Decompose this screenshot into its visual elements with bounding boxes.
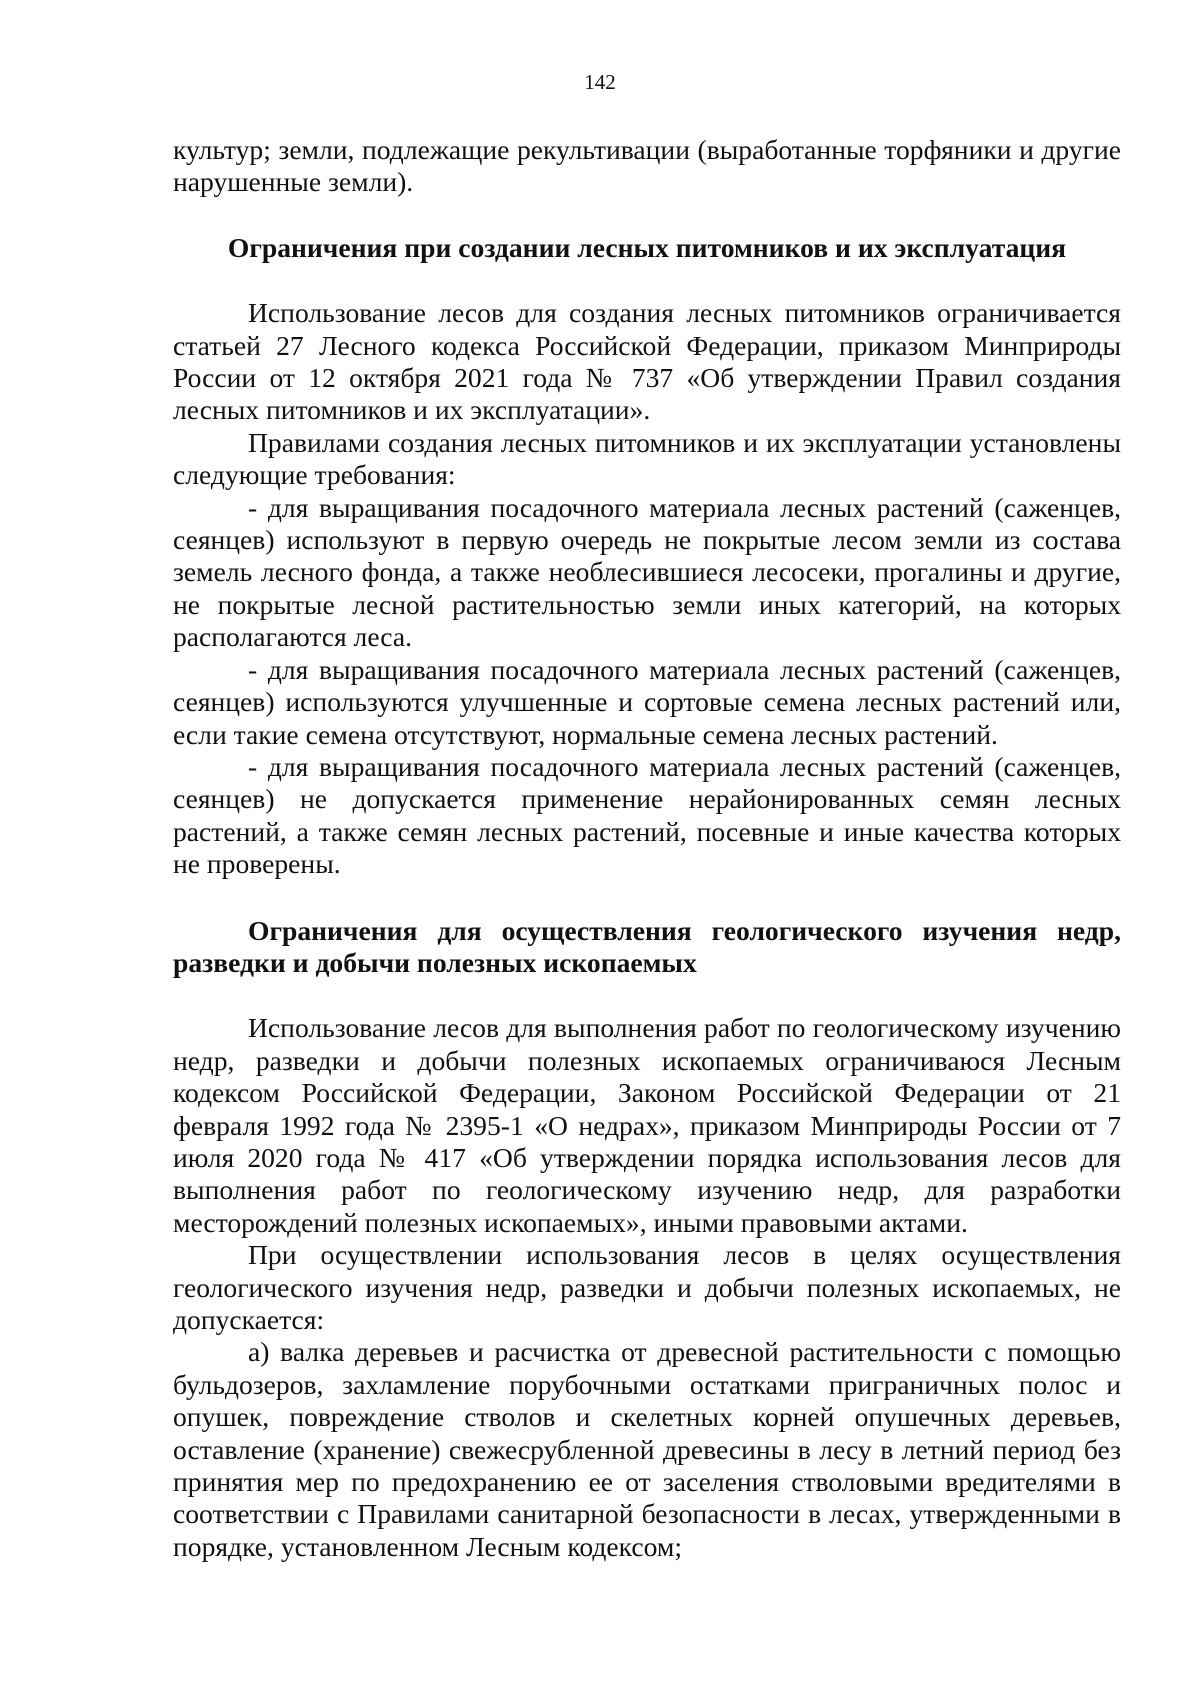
paragraph: Использование лесов для выполнения работ по геологическому изучению недр, разведки и добычи полезных ископаемых ограничиваюся Лесным кодексом Российской Федерации, Законом Российской Федерации от 21 февраля 1992 года № 2395-1 «О недрах», приказом Минприроды России от 7 июля 2020 года № 417 «Об утверждении порядка использования лесов для выполнения работ по геологическому изучению недр, для разработки месторождений полезных ископаемых», иными правовыми актами. (173, 1012, 1121, 1238)
paragraph: Использование лесов для создания лесных питомников ограничивается статьей 27 Лесного кодекса Российской Федерации, приказом Минприроды России от 12 октября 2021 года № 737 «Об утверждении Правил создания лесных питомников и их эксплуатации». (173, 297, 1121, 426)
list-item: а) валка деревьев и расчистка от древесной растительности с помощью бульдозеров, захламление порубочными остатками приграничных полос и опушек, повреждение стволов и скелетных корней опушечных деревьев, оставление (хранение) свежесрубленной древесины в лесу в летний период без принятия мер по предохранению ее от заселения стволовыми вредителями в соответствии с Правилами санитарной безопасности в лесах, утвержденными в порядке, установленном Лесным кодексом; (173, 1336, 1121, 1562)
paragraph: Правилами создания лесных питомников и их эксплуатации установлены следующие требования: (173, 426, 1121, 491)
intro-paragraph: культур; земли, подлежащие рекультивации (выработанные торфяники и другие нарушенные земли). (173, 134, 1121, 198)
document-body (173, 134, 1121, 1563)
page-number: 142 (584, 70, 616, 94)
section-heading-nurseries: Ограничения при создании лесных питомников и их эксплуатация (227, 231, 1067, 263)
list-item: - для выращивания посадочного материала лесных растений (саженцев, сеянцев) используются улучшенные и сортовые семена лесных растений или, если такие семена отсутствуют, нормальные семена лесных растений. (173, 653, 1121, 750)
list-item: - для выращивания посадочного материала лесных растений (саженцев, сеянцев) не допускается применение нерайонированных семян лесных растений, а также семян лесных растений, посевные и иные качества которых не проверены. (173, 750, 1121, 880)
section-heading-geology: Ограничения для осуществления геологического изучения недр, разведки и добычи полезных ископаемых (173, 914, 1121, 978)
list-item: - для выращивания посадочного материала лесных растений (саженцев, сеянцев) используют в первую очередь не покрытые лесом земли из состава земель лесного фонда, а также необлесившиеся лесосеки, прогалины и другие, не покрытые лесной растительностью земли иных категорий, на которых располагаются леса. (173, 491, 1121, 653)
paragraph: При осуществлении использования лесов в целях осуществления геологического изучения недр, разведки и добычи полезных ископаемых, не допускается: (173, 1239, 1121, 1335)
